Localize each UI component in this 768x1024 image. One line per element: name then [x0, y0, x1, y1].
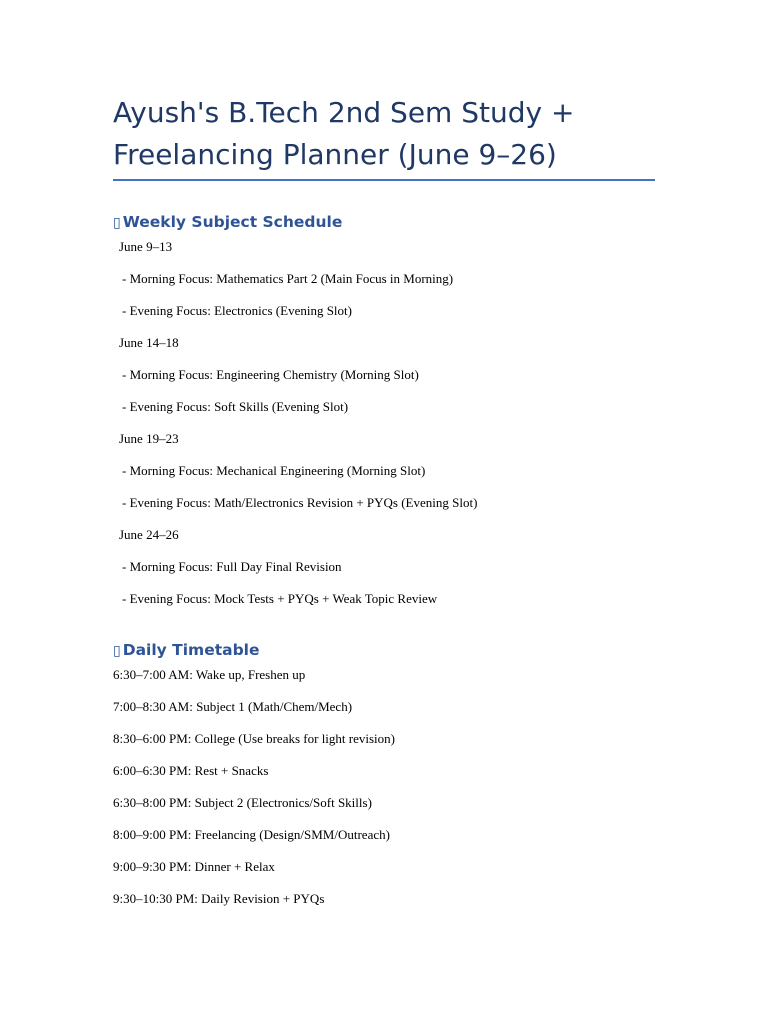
- daily-timetable-heading-text: Daily Timetable: [122, 641, 260, 659]
- week-label: June 19–23: [119, 431, 179, 446]
- morning-focus-item: - Morning Focus: Engineering Chemistry (Morning Slot): [122, 367, 419, 382]
- week-label: June 14–18: [119, 335, 179, 350]
- timetable-item: 8:30–6:00 PM: College (Use breaks for light revision): [113, 731, 395, 746]
- timetable-item: 6:30–8:00 PM: Subject 2 (Electronics/Soft Skills): [113, 795, 372, 810]
- morning-focus-item: - Morning Focus: Mathematics Part 2 (Main Focus in Morning): [122, 271, 454, 286]
- evening-focus-item: - Evening Focus: Math/Electronics Revision + PYQs (Evening Slot): [122, 495, 478, 510]
- document-title: Ayush's B.Tech 2nd Sem Study + Freelancing Planner (June 9–26): [113, 96, 575, 171]
- timetable-item: 6:00–6:30 PM: Rest + Snacks: [113, 763, 269, 778]
- timetable-item: 7:00–8:30 AM: Subject 1 (Math/Chem/Mech): [113, 699, 353, 714]
- missing-glyph-icon: ▯: [113, 643, 121, 659]
- weekly-schedule-heading: [113, 213, 342, 231]
- daily-timetable-heading: [113, 641, 260, 659]
- evening-focus-item: - Evening Focus: Electronics (Evening Slot): [122, 303, 352, 318]
- weekly-schedule-heading-text: Weekly Subject Schedule: [122, 213, 343, 231]
- evening-focus-item: - Evening Focus: Mock Tests + PYQs + Weak Topic Review: [122, 591, 438, 606]
- timetable-item: 8:00–9:00 PM: Freelancing (Design/SMM/Outreach): [113, 827, 390, 842]
- morning-focus-item: - Morning Focus: Mechanical Engineering (Morning Slot): [122, 463, 426, 478]
- week-label: June 9–13: [119, 239, 173, 254]
- timetable-item: 9:30–10:30 PM: Daily Revision + PYQs: [113, 891, 325, 906]
- missing-glyph-icon: ▯: [113, 215, 121, 231]
- timetable-item: 6:30–7:00 AM: Wake up, Freshen up: [113, 667, 306, 682]
- morning-focus-item: - Morning Focus: Full Day Final Revision: [122, 559, 342, 574]
- week-label: June 24–26: [119, 527, 179, 542]
- title-underline: [113, 179, 655, 181]
- timetable-item: 9:00–9:30 PM: Dinner + Relax: [113, 859, 275, 874]
- evening-focus-item: - Evening Focus: Soft Skills (Evening Slot): [122, 399, 349, 414]
